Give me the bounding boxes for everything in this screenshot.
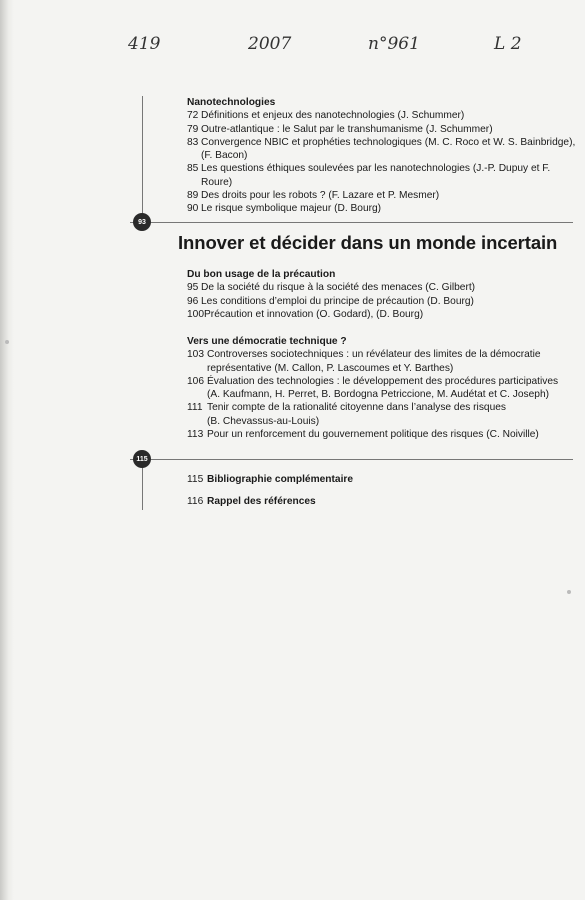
part-marker-93: 93 bbox=[133, 213, 151, 231]
toc-entry bbox=[187, 401, 577, 428]
vertical-rule bbox=[142, 96, 143, 222]
scan-edge bbox=[0, 0, 14, 900]
entry-text: Bibliographie complémentaire bbox=[207, 474, 354, 485]
toc-entry bbox=[187, 473, 577, 486]
entry-text: Les conditions d’emploi du principe de précaution (D. Bourg) bbox=[201, 295, 474, 307]
toc-entry bbox=[187, 202, 577, 215]
page-number: 85 bbox=[187, 163, 199, 175]
section-title: Du bon usage de la précaution bbox=[187, 269, 336, 280]
page-number: 115 bbox=[187, 474, 204, 485]
entry-text: Les questions éthiques soulevées par les nanotechnologies (J.-P. Dupuy et F. Roure) bbox=[201, 163, 551, 188]
horizontal-rule bbox=[130, 459, 573, 460]
page-number: 113 bbox=[187, 429, 204, 441]
toc-entry bbox=[187, 375, 577, 402]
toc-entry bbox=[187, 428, 577, 441]
handwritten-note-2: 2007 bbox=[248, 34, 292, 54]
entry-text: Rappel des références bbox=[207, 496, 316, 508]
toc-entry bbox=[187, 281, 577, 294]
horizontal-rule bbox=[130, 222, 573, 223]
page-number: 100 bbox=[187, 308, 204, 320]
handwritten-note-3: n°961 bbox=[368, 34, 420, 54]
entry-text: Définitions et enjeux des nanotechnologies (J. Schummer) bbox=[201, 110, 465, 122]
scan-speck bbox=[5, 340, 9, 344]
page-number: 72 bbox=[187, 110, 199, 122]
entry-continuation: représentative (M. Callon, P. Lascoumes et Y. Barthes) bbox=[207, 362, 454, 374]
entry-continuation: (F. Bacon) bbox=[201, 150, 248, 162]
page-number: 103 bbox=[187, 349, 204, 361]
page-number: 96 bbox=[187, 295, 199, 307]
entry-text: Évaluation des technologies : le développement des procédures participatives bbox=[207, 375, 559, 387]
entry-continuation: (B. Chevassus-au-Louis) bbox=[207, 415, 320, 427]
page-number: 111 bbox=[187, 402, 203, 414]
entry-body bbox=[207, 375, 577, 402]
toc-entry bbox=[187, 162, 577, 189]
toc-entry bbox=[187, 295, 577, 308]
entry-text: Tenir compte de la rationalité citoyenne dans l’analyse des risques bbox=[207, 402, 507, 414]
toc-entry bbox=[187, 308, 577, 321]
page-number: 95 bbox=[187, 282, 199, 294]
page-number: 89 bbox=[187, 190, 199, 202]
entry-body bbox=[207, 401, 577, 428]
page-number: 79 bbox=[187, 123, 199, 135]
toc-entry bbox=[187, 495, 577, 508]
part-title: Innover et décider dans un monde incertain bbox=[178, 232, 558, 253]
handwritten-note-4: L 2 bbox=[494, 34, 522, 54]
entry-text: Le risque symbolique majeur (D. Bourg) bbox=[201, 203, 382, 215]
section-title: Vers une démocratie technique ? bbox=[187, 336, 347, 347]
page-number: 106 bbox=[187, 375, 204, 387]
page-number: 83 bbox=[187, 136, 199, 148]
entry-body bbox=[207, 348, 577, 375]
entry-text: De la société du risque à la société des menaces (C. Gilbert) bbox=[201, 282, 476, 294]
scan-speck bbox=[567, 590, 571, 594]
toc-entry bbox=[187, 123, 577, 136]
toc-entry bbox=[187, 136, 577, 163]
entry-text: Précaution et innovation (O. Godard), (D. Bourg) bbox=[204, 308, 424, 320]
handwritten-note-1: 419 bbox=[128, 34, 161, 54]
section-annexes bbox=[187, 473, 577, 509]
toc-entry bbox=[187, 189, 577, 202]
part-marker-115: 115 bbox=[133, 450, 151, 468]
page-number: 90 bbox=[187, 203, 199, 215]
section-precaution bbox=[187, 268, 577, 321]
entry-continuation: (A. Kaufmann, H. Perret, B. Bordogna Petriccione, M. Audétat et C. Joseph) bbox=[207, 389, 550, 401]
entry-body bbox=[201, 136, 577, 163]
page-number: 116 bbox=[187, 496, 204, 508]
toc-entry bbox=[187, 109, 577, 122]
entry-text: Des droits pour les robots ? (F. Lazare et P. Mesmer) bbox=[201, 190, 440, 202]
entry-text: Pour un renforcement du gouvernement politique des risques (C. Noiville) bbox=[207, 429, 539, 441]
entry-text: Controverses sociotechniques : un révélateur des limites de la démocratie bbox=[207, 349, 541, 361]
entry-text: Outre-atlantique : le Salut par le transhumanisme (J. Schummer) bbox=[201, 123, 493, 135]
toc-entry bbox=[187, 348, 577, 375]
section-title: Nanotechnologies bbox=[187, 97, 276, 108]
section-democratie-technique bbox=[187, 335, 577, 441]
section-nanotechnologies bbox=[187, 96, 577, 216]
entry-text: Convergence NBIC et prophéties technologiques (M. C. Roco et W. S. Bainbridge), bbox=[201, 136, 576, 148]
